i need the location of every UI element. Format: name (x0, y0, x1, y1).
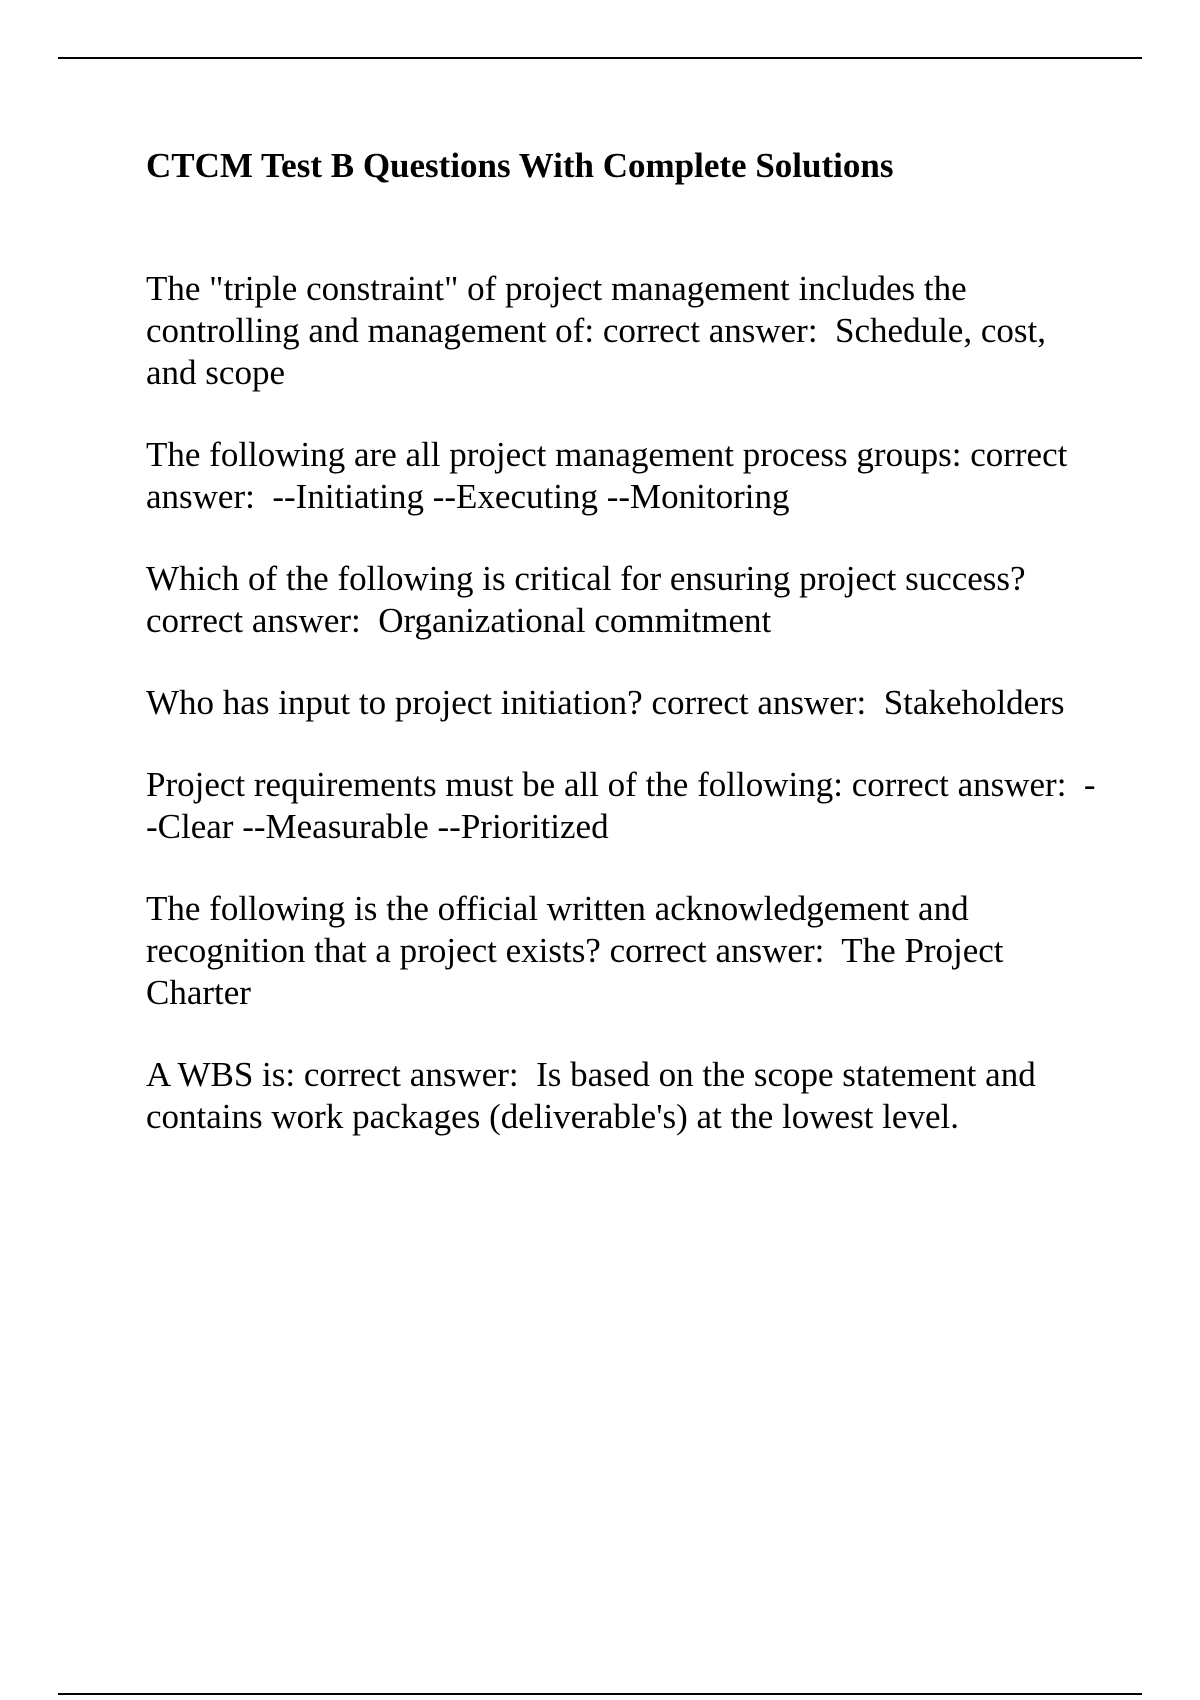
answer-marker: correct answer: (146, 601, 361, 640)
qa-item-2 (146, 434, 1096, 518)
answer-line: --Prioritized (437, 807, 609, 846)
qa-item-4 (146, 682, 1096, 724)
document-title: CTCM Test B Questions With Complete Solutions (146, 146, 894, 185)
question-text: The following is the official written acknowledgement and recognition that a project exists? (146, 889, 969, 970)
answer-marker: correct answer: (651, 683, 867, 722)
qa-item-6 (146, 888, 1096, 1014)
qa-item-3 (146, 558, 1096, 642)
answer-text: The Project Charter (146, 931, 1004, 1012)
question-text: Which of the following is critical for ensuring project success? (146, 559, 1026, 598)
answer-line: --Executing (432, 477, 598, 516)
answer-marker: correct answer: (303, 1055, 519, 1094)
document-body (146, 140, 1096, 1178)
question-text: A WBS is: (146, 1055, 296, 1094)
answer-text: Is based on the scope statement and contains work packages (deliverable's) at the lowest level. (146, 1055, 1036, 1136)
answer-line: --Monitoring (606, 477, 790, 516)
qa-item-1 (146, 268, 1096, 394)
question-text: The following are all project management process groups: (146, 435, 962, 474)
answer-marker: correct answer: (851, 765, 1067, 804)
answer-marker: correct answer: (609, 931, 825, 970)
qa-item-5 (146, 764, 1096, 848)
question-text: Project requirements must be all of the following: (146, 765, 843, 804)
answer-text: Organizational commitment (378, 601, 772, 640)
answer-line: --Initiating (272, 477, 424, 516)
answer-line: --Measurable (242, 807, 429, 846)
bottom-rule (58, 1693, 1142, 1695)
answer-line: --Clear (146, 765, 1096, 846)
top-rule (58, 57, 1142, 59)
question-text: Who has input to project initiation? (146, 683, 643, 722)
answer-text: Schedule, cost, and scope (146, 311, 1046, 392)
answer-text: Stakeholders (883, 683, 1065, 722)
qa-item-7 (146, 1054, 1096, 1138)
question-text: The "triple constraint" of project management includes the controlling and management of: (146, 269, 967, 350)
answer-marker: correct answer: (602, 311, 818, 350)
answer-marker: correct answer: (146, 435, 1068, 516)
